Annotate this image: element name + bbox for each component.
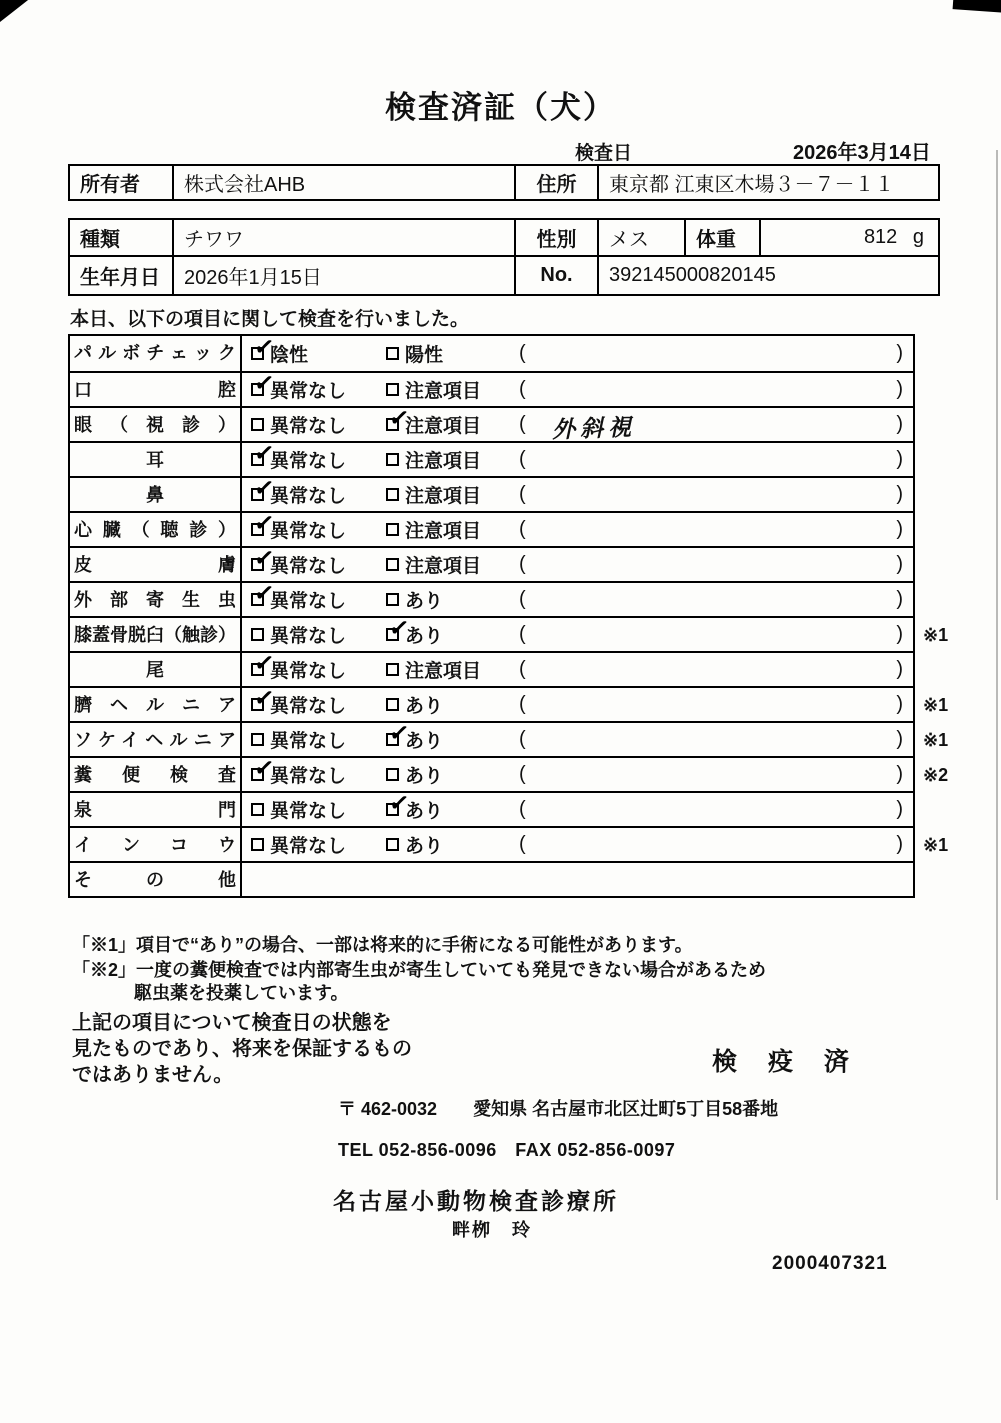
option-label: 異常なし	[270, 451, 347, 472]
option-unchecked	[377, 653, 512, 686]
paren-open: (	[519, 483, 526, 505]
checkbox-checked-icon	[251, 438, 276, 469]
owner-value: 株式会社AHB	[172, 166, 514, 199]
option-unchecked	[242, 828, 377, 861]
clinic-name: 名古屋小動物検査診療所	[333, 1188, 619, 1214]
page-title: 検査済証（犬）	[385, 90, 616, 125]
handwritten-note	[526, 523, 896, 536]
serial-number: 2000407321	[772, 1253, 888, 1274]
checkbox-unchecked-icon	[251, 733, 264, 746]
item-name: 尾	[70, 653, 242, 686]
paren-open: (	[519, 833, 526, 855]
handwritten-note	[526, 698, 896, 711]
checkbox-unchecked-icon	[386, 488, 399, 501]
handwritten-check-mark: ✓	[252, 332, 276, 363]
paren-open: (	[519, 763, 526, 785]
inspection-row	[70, 861, 913, 896]
handwritten-note	[526, 347, 896, 360]
item-name: 膝蓋骨脱臼（触診）	[70, 618, 242, 651]
option-label: 異常なし	[270, 836, 347, 857]
handwritten-check-mark: ✓	[387, 788, 411, 819]
option-label: あり	[405, 626, 444, 647]
inspection-row	[70, 648, 913, 686]
paren-close: )	[896, 623, 903, 645]
option-label: 注意項目	[405, 521, 482, 542]
quarantine-passed-stamp: 検 疫 済	[712, 1048, 861, 1076]
paren-close: )	[896, 763, 903, 785]
option-label: 陽性	[405, 345, 444, 366]
remark-mark: ※1	[923, 625, 949, 645]
handwritten-note	[526, 593, 896, 606]
handwritten-note	[526, 383, 896, 396]
option-label: 異常なし	[270, 731, 347, 752]
pet-table-row-1	[70, 220, 938, 257]
option-label: 注意項目	[405, 556, 482, 577]
checkbox-unchecked-icon	[386, 663, 399, 676]
checkbox-checked-icon	[251, 578, 276, 609]
inspection-row	[70, 438, 913, 476]
item-name: 鼻	[70, 478, 242, 511]
handwritten-note	[526, 803, 896, 816]
inspection-row	[70, 788, 913, 826]
checkbox-checked-icon	[251, 648, 276, 679]
checkbox-unchecked-icon	[386, 453, 399, 466]
checkbox-checked-icon	[386, 718, 411, 749]
footnote-2-continued: 駆虫薬を投薬しています。	[134, 983, 349, 1003]
option-label: あり	[405, 801, 444, 822]
paren-close: )	[896, 483, 903, 505]
option-label: 注意項目	[405, 416, 482, 437]
birthdate-label: 生年月日	[80, 267, 160, 289]
option-label: 異常なし	[270, 486, 347, 507]
pet-table	[68, 218, 940, 296]
birthdate-value: 2026年1月15日	[172, 257, 514, 294]
option-checked	[242, 332, 377, 371]
option-unchecked	[377, 548, 512, 581]
address-value: 東京都 江東区木場３－７－１１	[597, 166, 938, 199]
paren-open: (	[519, 553, 526, 575]
handwritten-check-mark: ✓	[252, 508, 276, 539]
handwritten-check-mark: ✓	[252, 473, 276, 504]
checkbox-checked-icon	[251, 543, 276, 574]
inspection-row	[70, 753, 949, 791]
no-label: No.	[514, 257, 597, 294]
option-unchecked	[377, 336, 512, 371]
checkbox-checked-icon	[386, 788, 411, 819]
item-name: 眼（視診）	[70, 408, 242, 441]
inspection-row	[70, 332, 913, 371]
handwritten-check-mark: ✓	[252, 578, 276, 609]
owner-label: 所有者	[80, 174, 140, 196]
item-name: 泉門	[70, 793, 242, 826]
checkbox-unchecked-icon	[386, 593, 399, 606]
checkbox-checked-icon	[386, 403, 411, 434]
clinic-tel-fax: TEL 052-856-0096 FAX 052-856-0097	[338, 1140, 676, 1160]
address-label: 住所	[514, 166, 597, 199]
result-note-cell	[512, 373, 913, 406]
breed-label: 種類	[80, 229, 120, 251]
result-note-cell	[512, 443, 913, 476]
paren-open: (	[519, 588, 526, 610]
breed-value: チワワ	[172, 220, 514, 255]
disclaimer-line-2: 見たものであり、将来を保証するもの	[72, 1038, 412, 1060]
disclaimer-statement	[72, 1010, 412, 1088]
handwritten-check-mark: ✓	[252, 753, 276, 784]
checkbox-checked-icon	[386, 613, 411, 644]
checkbox-unchecked-icon	[386, 523, 399, 536]
option-checked	[377, 613, 512, 651]
handwritten-note	[526, 558, 896, 571]
inspection-row	[70, 718, 949, 756]
option-unchecked	[377, 828, 512, 861]
checkbox-unchecked-icon	[251, 418, 264, 431]
pet-table-row-2	[70, 257, 938, 294]
no-value: 392145000820145	[597, 257, 938, 294]
option-unchecked	[242, 618, 377, 651]
scan-artifact-top-left	[0, 0, 36, 22]
weight-value: 812 g	[759, 220, 938, 255]
handwritten-note	[526, 453, 896, 466]
result-note-cell	[512, 336, 913, 371]
option-unchecked	[377, 478, 512, 511]
option-checked	[377, 403, 512, 441]
checkbox-unchecked-icon	[386, 838, 399, 851]
result-note-cell	[512, 618, 913, 651]
option-checked	[377, 788, 512, 826]
option-unchecked	[377, 583, 512, 616]
handwritten-check-mark: ✓	[387, 718, 411, 749]
result-note-cell	[512, 793, 913, 826]
option-label: 注意項目	[405, 381, 482, 402]
result-note-cell	[512, 478, 913, 511]
option-label: あり	[405, 591, 444, 612]
item-name: ソケイヘルニア	[70, 723, 242, 756]
option-checked	[242, 578, 377, 616]
handwritten-note	[526, 663, 896, 676]
item-name: インコウ	[70, 828, 242, 861]
option-checked	[242, 648, 377, 686]
inspection-row	[70, 508, 913, 546]
option-label: 異常なし	[270, 591, 347, 612]
item-name: 耳	[70, 443, 242, 476]
scan-artifact-top-right	[953, 0, 1001, 13]
paren-close: )	[896, 833, 903, 855]
handwritten-note	[526, 733, 896, 746]
option-label: 異常なし	[270, 381, 347, 402]
footnote-1: 「※1」項目で“あり”の場合、一部は将来的に手術になる可能性があります。	[72, 935, 693, 955]
item-name: 外部寄生虫	[70, 583, 242, 616]
checkbox-unchecked-icon	[386, 383, 399, 396]
inspection-row	[70, 683, 949, 721]
result-note-cell	[512, 513, 913, 546]
inspection-row	[70, 368, 913, 406]
footnote-2: 「※2」一度の糞便検査では内部寄生虫が寄生していても発見できない場合があるため	[72, 960, 767, 980]
paren-close: )	[896, 658, 903, 680]
handwritten-check-mark: ✓	[252, 543, 276, 574]
handwritten-check-mark: ✓	[252, 368, 276, 399]
inspection-row	[70, 578, 913, 616]
remark-mark: ※1	[923, 730, 949, 750]
inspection-date-value: 2026年3月14日	[793, 142, 931, 164]
paren-close: )	[896, 342, 903, 364]
paren-close: )	[896, 798, 903, 820]
option-label: 異常なし	[270, 626, 347, 647]
item-name: 皮膚	[70, 548, 242, 581]
checkbox-unchecked-icon	[386, 347, 399, 360]
option-checked	[242, 473, 377, 511]
checkbox-checked-icon	[251, 508, 276, 539]
option-label: あり	[405, 836, 444, 857]
result-note-cell	[512, 723, 913, 756]
option-checked	[242, 368, 377, 406]
item-name: 口腔	[70, 373, 242, 406]
option-unchecked	[242, 408, 377, 441]
paren-close: )	[896, 378, 903, 400]
paren-close: )	[896, 728, 903, 750]
result-note-cell	[512, 688, 913, 721]
option-unchecked	[242, 793, 377, 826]
weight-label: 体重	[684, 220, 759, 255]
paren-open: (	[519, 518, 526, 540]
option-checked	[242, 438, 377, 476]
option-label: 異常なし	[270, 416, 347, 437]
checkbox-unchecked-icon	[386, 768, 399, 781]
option-label: あり	[405, 696, 444, 717]
remark-mark: ※1	[923, 695, 949, 715]
paren-open: (	[519, 413, 526, 435]
paren-open: (	[519, 342, 526, 364]
paren-open: (	[519, 448, 526, 470]
remark-mark: ※1	[923, 835, 949, 855]
option-label: あり	[405, 731, 444, 752]
option-label: 注意項目	[405, 451, 482, 472]
option-label: 異常なし	[270, 521, 347, 542]
option-checked	[242, 683, 377, 721]
option-unchecked	[377, 373, 512, 406]
paren-close: )	[896, 553, 903, 575]
paren-open: (	[519, 623, 526, 645]
paren-open: (	[519, 693, 526, 715]
paren-close: )	[896, 518, 903, 540]
paren-close: )	[896, 588, 903, 610]
handwritten-check-mark: ✓	[252, 648, 276, 679]
result-note-cell	[512, 653, 913, 686]
option-label: 異常なし	[270, 696, 347, 717]
option-label: 異常なし	[270, 801, 347, 822]
paren-open: (	[519, 798, 526, 820]
handwritten-note	[526, 838, 896, 851]
option-checked	[377, 718, 512, 756]
option-label: 異常なし	[270, 766, 347, 787]
checkbox-unchecked-icon	[251, 803, 264, 816]
veterinarian-name: 畔栁 玲	[452, 1220, 532, 1240]
item-name: その他	[70, 863, 242, 896]
inspection-row	[70, 826, 949, 861]
handwritten-note: 外斜視	[551, 413, 637, 443]
checkbox-unchecked-icon	[386, 558, 399, 571]
item-name: 臍ヘルニア	[70, 688, 242, 721]
checkbox-checked-icon	[251, 473, 276, 504]
option-label: 注意項目	[405, 661, 482, 682]
result-note-cell	[512, 548, 913, 581]
option-unchecked	[377, 443, 512, 476]
inspection-row	[70, 613, 949, 651]
sex-label: 性別	[514, 220, 597, 255]
paren-close: )	[896, 413, 903, 435]
option-checked	[242, 543, 377, 581]
option-label: あり	[405, 766, 444, 787]
paren-open: (	[519, 378, 526, 400]
option-unchecked	[377, 513, 512, 546]
inspection-row	[70, 473, 913, 511]
inspection-row	[70, 403, 913, 443]
result-note-cell	[512, 758, 913, 791]
intro-text: 本日、以下の項目に関して検査を行いました。	[70, 309, 470, 330]
handwritten-check-mark: ✓	[387, 403, 411, 434]
handwritten-note	[526, 768, 896, 781]
paren-open: (	[519, 658, 526, 680]
paren-close: )	[896, 693, 903, 715]
handwritten-check-mark: ✓	[252, 683, 276, 714]
option-unchecked	[242, 723, 377, 756]
item-name: 糞便検査	[70, 758, 242, 791]
paren-close: )	[896, 448, 903, 470]
inspection-date-label: 検査日	[575, 143, 633, 164]
checkbox-checked-icon	[251, 683, 276, 714]
option-unchecked	[377, 758, 512, 791]
clinic-postal-address: 〒 462-0032 愛知県 名古屋市北区辻町5丁目58番地	[338, 1099, 779, 1119]
result-note-cell	[512, 408, 913, 441]
option-checked	[242, 753, 377, 791]
empty-cell	[242, 863, 913, 896]
option-label: 異常なし	[270, 556, 347, 577]
inspection-table	[68, 332, 949, 898]
handwritten-check-mark: ✓	[387, 613, 411, 644]
handwritten-check-mark: ✓	[252, 438, 276, 469]
sex-value: メス	[597, 220, 684, 255]
option-label: 陰性	[270, 345, 309, 366]
remark-mark: ※2	[923, 765, 949, 785]
option-unchecked	[377, 688, 512, 721]
inspection-row	[70, 543, 913, 581]
checkbox-checked-icon	[251, 368, 276, 399]
checkbox-unchecked-icon	[251, 838, 264, 851]
checkbox-checked-icon	[251, 753, 276, 784]
handwritten-note	[526, 628, 896, 641]
owner-table	[68, 164, 940, 201]
item-name: 心臓（聴診）	[70, 513, 242, 546]
disclaimer-line-1: 上記の項目について検査日の状態を	[72, 1012, 392, 1034]
checkbox-unchecked-icon	[251, 628, 264, 641]
result-note-cell	[512, 828, 913, 861]
checkbox-unchecked-icon	[386, 698, 399, 711]
checkbox-checked-icon	[251, 332, 276, 363]
handwritten-note	[526, 488, 896, 501]
scan-artifact-right-edge	[996, 150, 998, 1200]
paren-open: (	[519, 728, 526, 750]
disclaimer-line-3: ではありません。	[72, 1064, 234, 1086]
option-checked	[242, 508, 377, 546]
result-note-cell	[512, 583, 913, 616]
option-label: 異常なし	[270, 661, 347, 682]
option-label: 注意項目	[405, 486, 482, 507]
item-name: パルボチェック	[70, 336, 242, 371]
